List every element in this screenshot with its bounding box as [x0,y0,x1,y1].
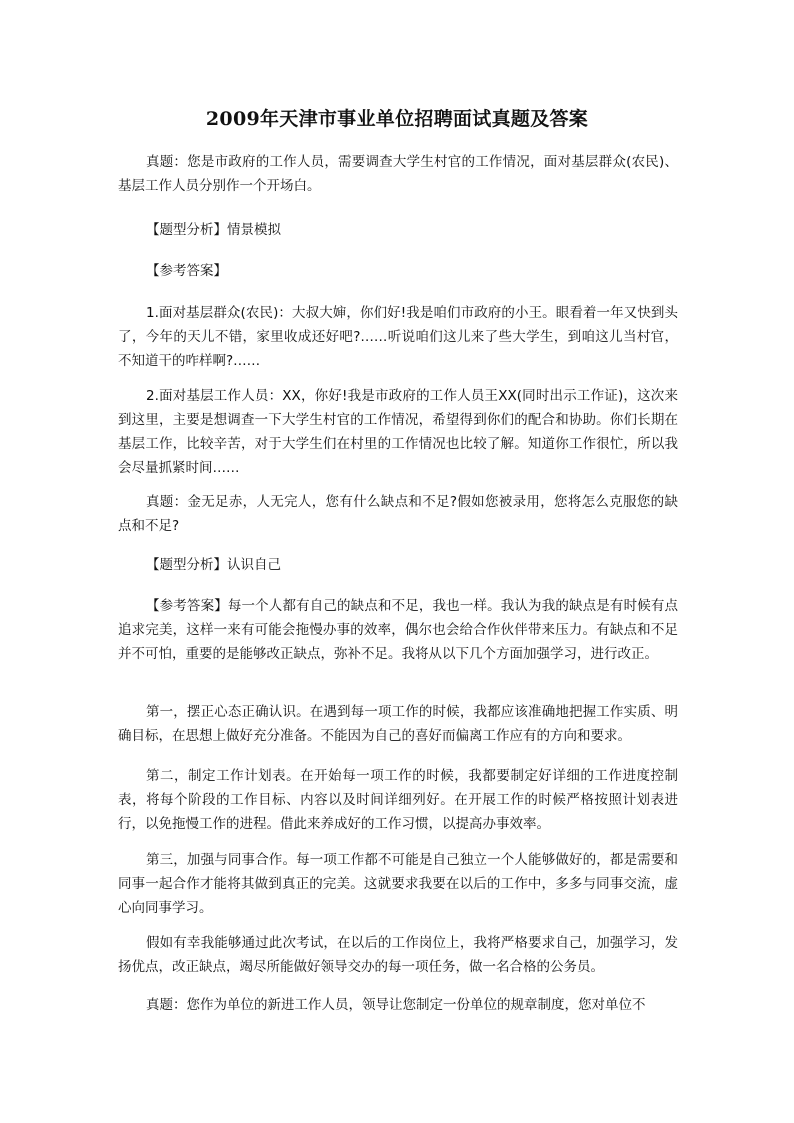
paragraph-question-2: 真题：金无足赤，人无完人，您有什么缺点和不足?假如您被录用，您将怎么克服您的缺点和不足? [118,494,678,534]
document-title: 2009年天津市事业单位招聘面试真题及答案 [205,108,589,130]
paragraph-analysis-1: 【题型分析】情景模拟 [146,222,281,238]
paragraph-answer-1-1: 1.面对基层群众(农民)：大叔大婶，你们好!我是咱们市政府的小王。眼看着一年又快到头了，今年的天儿不错，家里收成还好吧?……听说咱们这儿来了些大学生，到咱这儿当村官，不知道干的咋样啊?…… [118,305,678,369]
paragraph-point-3: 第三，加强与同事合作。每一项工作都不可能是自己独立一个人能够做好的，都是需要和同事一起合作才能将其做到真正的完美。这就要求我要在以后的工作中，多多与同事交流，虚心向同事学习。 [118,852,678,916]
paragraph-point-1: 第一，摆正心态正确认识。在遇到每一项工作的时候，我都应该准确地把握工作实质、明确目标，在思想上做好充分准备。不能因为自己的喜好而偏离工作应有的方向和要求。 [118,704,678,744]
paragraph-answer-2: 【参考答案】每一个人都有自己的缺点和不足，我也一样。我认为我的缺点是有时候有点追求完美，这样一来有可能会拖慢办事的效率，偶尔也会给合作伙伴带来压力。有缺点和不足并不可怕，重要的是能够改正缺点，弥补不足。我将从以下几个方面加强学习，进行改正。 [118,598,678,662]
paragraph-answer-1-2: 2.面对基层工作人员：XX，你好!我是市政府的工作人员王XX(同时出示工作证)，这次来到这里，主要是想调查一下大学生村官的工作情况，希望得到你们的配合和协助。你们长期在基层工作，比较辛苦，对于大学生们在村里的工作情况也比较了解。知道你工作很忙，所以我会尽量抓紧时间…… [118,388,678,476]
paragraph-analysis-2: 【题型分析】认识自己 [146,557,281,573]
paragraph-conclusion: 假如有幸我能够通过此次考试，在以后的工作岗位上，我将严格要求自己，加强学习，发扬优点，改正缺点，竭尽所能做好领导交办的每一项任务，做一名合格的公务员。 [118,935,678,975]
paragraph-answer-heading-1: 【参考答案】 [146,263,227,279]
paragraph-question-3: 真题：您作为单位的新进工作人员，领导让您制定一份单位的规章制度，您对单位不 [146,997,646,1013]
paragraph-question-1: 真题：您是市政府的工作人员，需要调查大学生村官的工作情况，面对基层群众(农民)、基层工作人员分别作一个开场白。 [118,154,678,194]
paragraph-point-2: 第二，制定工作计划表。在开始每一项工作的时候，我都要制定好详细的工作进度控制表，将每个阶段的工作目标、内容以及时间详细列好。在开展工作的时候严格按照计划表进行，以免拖慢工作的进程。借此来养成好的工作习惯，以提高办事效率。 [118,768,678,832]
